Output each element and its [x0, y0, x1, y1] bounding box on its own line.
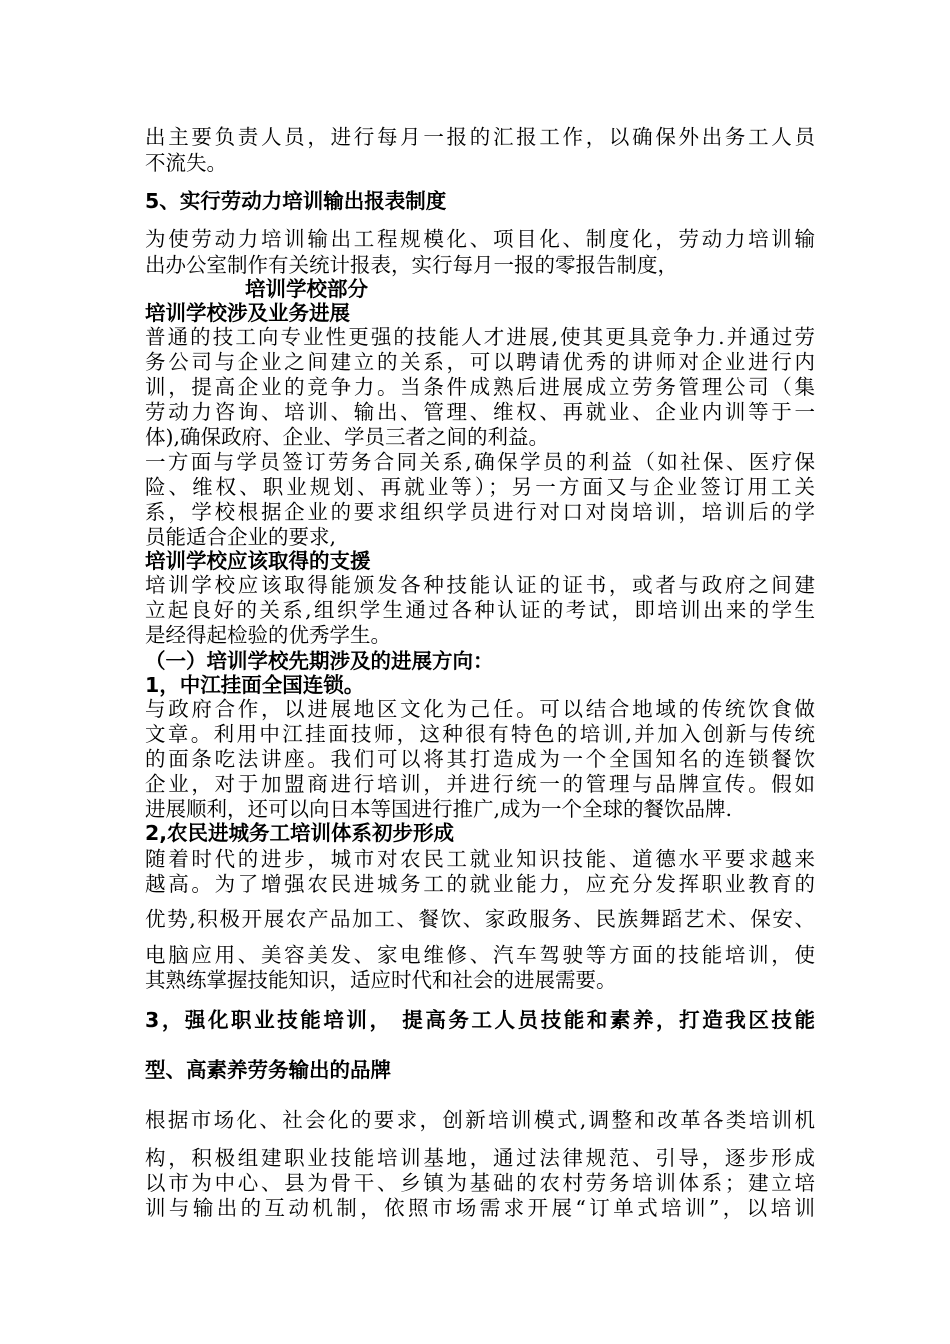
paragraph-line: 出办公室制作有关统计报表，实行每月一报的零报告制度， [145, 253, 678, 277]
item-heading-continued: 型、高素养劳务输出的品牌 [145, 1058, 391, 1082]
paragraph-line: 培训学校应该取得能颁发各种技能认证的证书，或者与政府之间建 [145, 573, 815, 597]
paragraph-line: 构，积极组建职业技能培训基地，通过法律规范、引导，逐步形成 [145, 1146, 815, 1170]
paragraph-line: 险、维权、职业规划、再就业等）；另一方面又与企业签订用工关 [145, 475, 815, 499]
paragraph-line: 电脑应用、美容美发、家电维修、汽车驾驶等方面的技能培训，使 [145, 943, 815, 967]
paragraph-line: 出主要负责人员，进行每月一报的汇报工作，以确保外出务工人员 [145, 125, 815, 149]
paragraph-line: 与政府合作，以进展地区文化为己任。可以结合地域的传统饮食做 [145, 697, 815, 721]
paragraph-line: 立起良好的关系,组织学生通过各种认证的考试，即培训出来的学生 [145, 598, 815, 622]
paragraph-line: 务公司与企业之间建立的关系，可以聘请优秀的讲师对企业进行内 [145, 350, 815, 374]
paragraph-line: 训与输出的互动机制，依照市场需求开展“订单式培训”，以培训 [145, 1196, 815, 1220]
item-heading: 1，中江挂面全国连锁。 [145, 673, 365, 697]
section-title: 培训学校部分 [245, 277, 368, 301]
paragraph-line: 以市为中心、县为骨干、乡镇为基础的农村劳务培训体系；建立培 [145, 1171, 815, 1195]
subsection-heading: 培训学校涉及业务进展 [145, 301, 350, 325]
paragraph-line: 劳动力咨询、培训、输出、管理、维权、再就业、企业内训等于一 [145, 400, 815, 424]
paragraph-line: 优势,积极开展农产品加工、餐饮、家政服务、民族舞蹈艺术、保安、 [145, 907, 815, 931]
paragraph-line: 企业，对于加盟商进行培训，并进行统一的管理与品牌宣传。假如 [145, 772, 815, 796]
subsection-heading: 培训学校应该取得的支援 [145, 549, 371, 573]
paragraph-line: 进展顺利，还可以向日本等国进行推广,成为一个全球的餐饮品牌. [145, 797, 733, 821]
paragraph-line: 的面条吃法讲座。我们可以将其打造成为一个全国知名的连锁餐饮 [145, 747, 815, 771]
paragraph-line: 为使劳动力培训输出工程规模化、项目化、制度化，劳动力培训输 [145, 227, 815, 251]
paragraph-line: 文章。利用中江挂面技师，这种很有特色的培训,并加入创新与传统 [145, 722, 815, 746]
paragraph-line: 系，学校根据企业的要求组织学员进行对口对岗培训，培训后的学 [145, 500, 815, 524]
paragraph-line: 是经得起检验的优秀学生。 [145, 623, 391, 647]
paragraph-line: 员能适合企业的要求, [145, 525, 337, 549]
paragraph-line: 不流失。 [145, 151, 227, 175]
paragraph-line: 越高。为了增强农民进城务工的就业能力，应充分发挥职业教育的 [145, 872, 815, 896]
paragraph-line: 训，提高企业的竞争力。当条件成熟后进展成立劳务管理公司（集 [145, 375, 815, 399]
paragraph-line: 普通的技工向专业性更强的技能人才进展,使其更具竞争力.并通过劳 [145, 325, 815, 349]
paragraph-line: 随着时代的进步，城市对农民工就业知识技能、道德水平要求越来 [145, 847, 815, 871]
item-heading: 2,农民进城务工培训体系初步形成 [145, 821, 455, 845]
paragraph-line: 其熟练掌握技能知识，适应时代和社会的进展需要。 [145, 968, 617, 992]
section-heading: 5、实行劳动力培训输出报表制度 [145, 189, 447, 213]
paragraph-line: 体),确保政府、企业、学员三者之间的利益。 [145, 425, 550, 449]
item-heading: 3，强化职业技能培训， 提高务工人员技能和素养，打造我区技能 [145, 1008, 815, 1032]
paragraph-line: 一方面与学员签订劳务合同关系,确保学员的利益（如社保、医疗保 [145, 450, 815, 474]
paragraph-line: 根据市场化、社会化的要求，创新培训模式,调整和改革各类培训机 [145, 1108, 815, 1132]
subsection-heading: （一）培训学校先期涉及的进展方向： [145, 649, 494, 673]
